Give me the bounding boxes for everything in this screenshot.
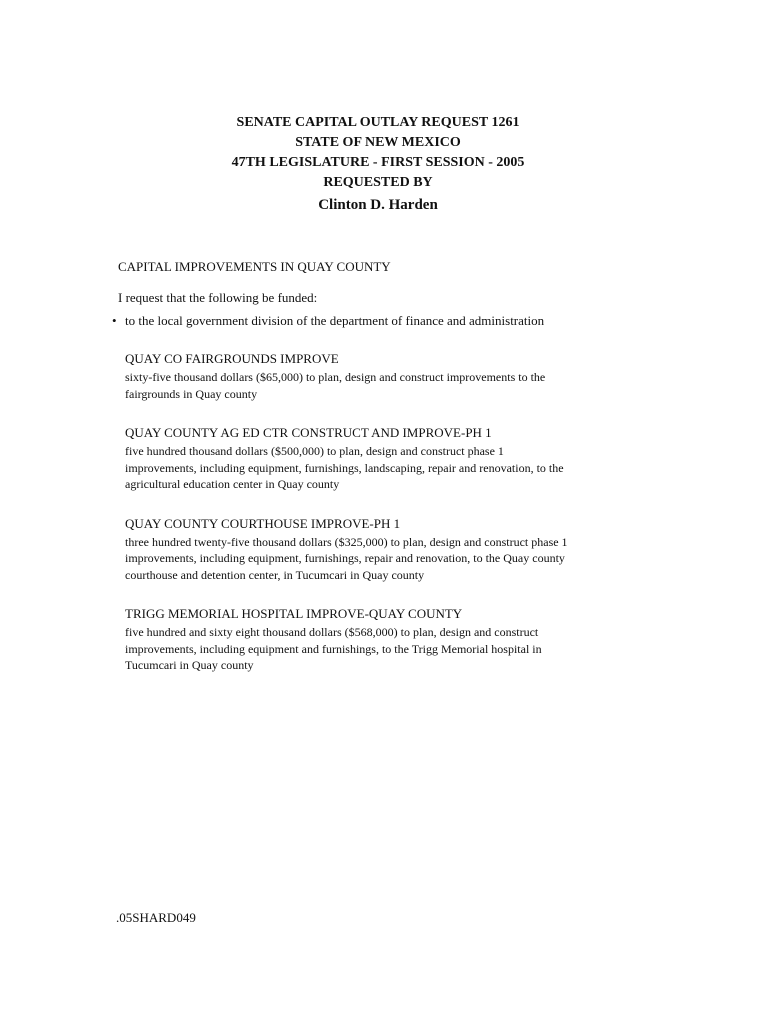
description-line: three hundred twenty-five thousand dollars ($325,000) to plan, design and construct phase 1	[125, 534, 568, 549]
item-title: QUAY COUNTY AG ED CTR CONSTRUCT AND IMPROVE-PH 1	[125, 425, 492, 440]
requested-by-label: REQUESTED BY	[323, 175, 433, 190]
recipient-text: to the local government division of the department of finance and administration	[125, 313, 545, 328]
description-line: courthouse and detention center, in Tucumcari in Quay county	[125, 567, 425, 582]
description-line: agricultural education center in Quay county	[125, 477, 340, 491]
appropriation-item	[125, 514, 655, 584]
item-title: QUAY CO FAIRGROUNDS IMPROVE	[125, 351, 339, 366]
description-line: fairgrounds in Quay county	[125, 386, 258, 401]
description-line: improvements, including equipment, furnishings, repair and renovation, to the Quay county	[125, 551, 565, 565]
item-title: QUAY COUNTY COURTHOUSE IMPROVE-PH 1	[125, 515, 401, 531]
item-title: TRIGG MEMORIAL HOSPITAL IMPROVE-QUAY COUNTY	[125, 606, 463, 621]
appropriation-items	[125, 349, 655, 695]
description-line: Tucumcari in Quay county	[125, 658, 254, 672]
description-line: sixty-five thousand dollars ($65,000) to plan, design and construct improvements to the	[125, 370, 546, 384]
item-description	[125, 624, 655, 674]
description-line: improvements, including equipment and furnishings, to the Trigg Memorial hospital in	[125, 641, 542, 656]
appropriation-item	[125, 349, 655, 402]
funding-intro: I request that the following be funded:	[118, 290, 318, 305]
description-line: five hundred and sixty eight thousand dollars ($568,000) to plan, design and construct	[125, 625, 539, 639]
bullet-icon: •	[112, 313, 117, 328]
item-description	[125, 534, 655, 584]
document-code: .05SHARD049	[116, 910, 196, 925]
appropriation-item	[125, 604, 655, 674]
section-heading: CAPITAL IMPROVEMENTS IN QUAY COUNTY	[118, 259, 391, 274]
item-description	[125, 369, 655, 402]
recipient-list-item	[112, 312, 544, 330]
sponsor-name: Clinton D. Harden	[318, 197, 438, 213]
description-line: five hundred thousand dollars ($500,000) to plan, design and construct phase 1	[125, 444, 504, 458]
description-line: improvements, including equipment, furnishings, landscaping, repair and renovation, to the	[125, 460, 564, 475]
appropriation-item	[125, 423, 655, 493]
document-header	[0, 113, 756, 215]
item-description	[125, 443, 655, 493]
state-name: STATE OF NEW MEXICO	[295, 135, 461, 150]
request-title: SENATE CAPITAL OUTLAY REQUEST 1261	[236, 115, 520, 130]
legislature-session: 47TH LEGISLATURE - FIRST SESSION - 2005	[231, 155, 525, 170]
